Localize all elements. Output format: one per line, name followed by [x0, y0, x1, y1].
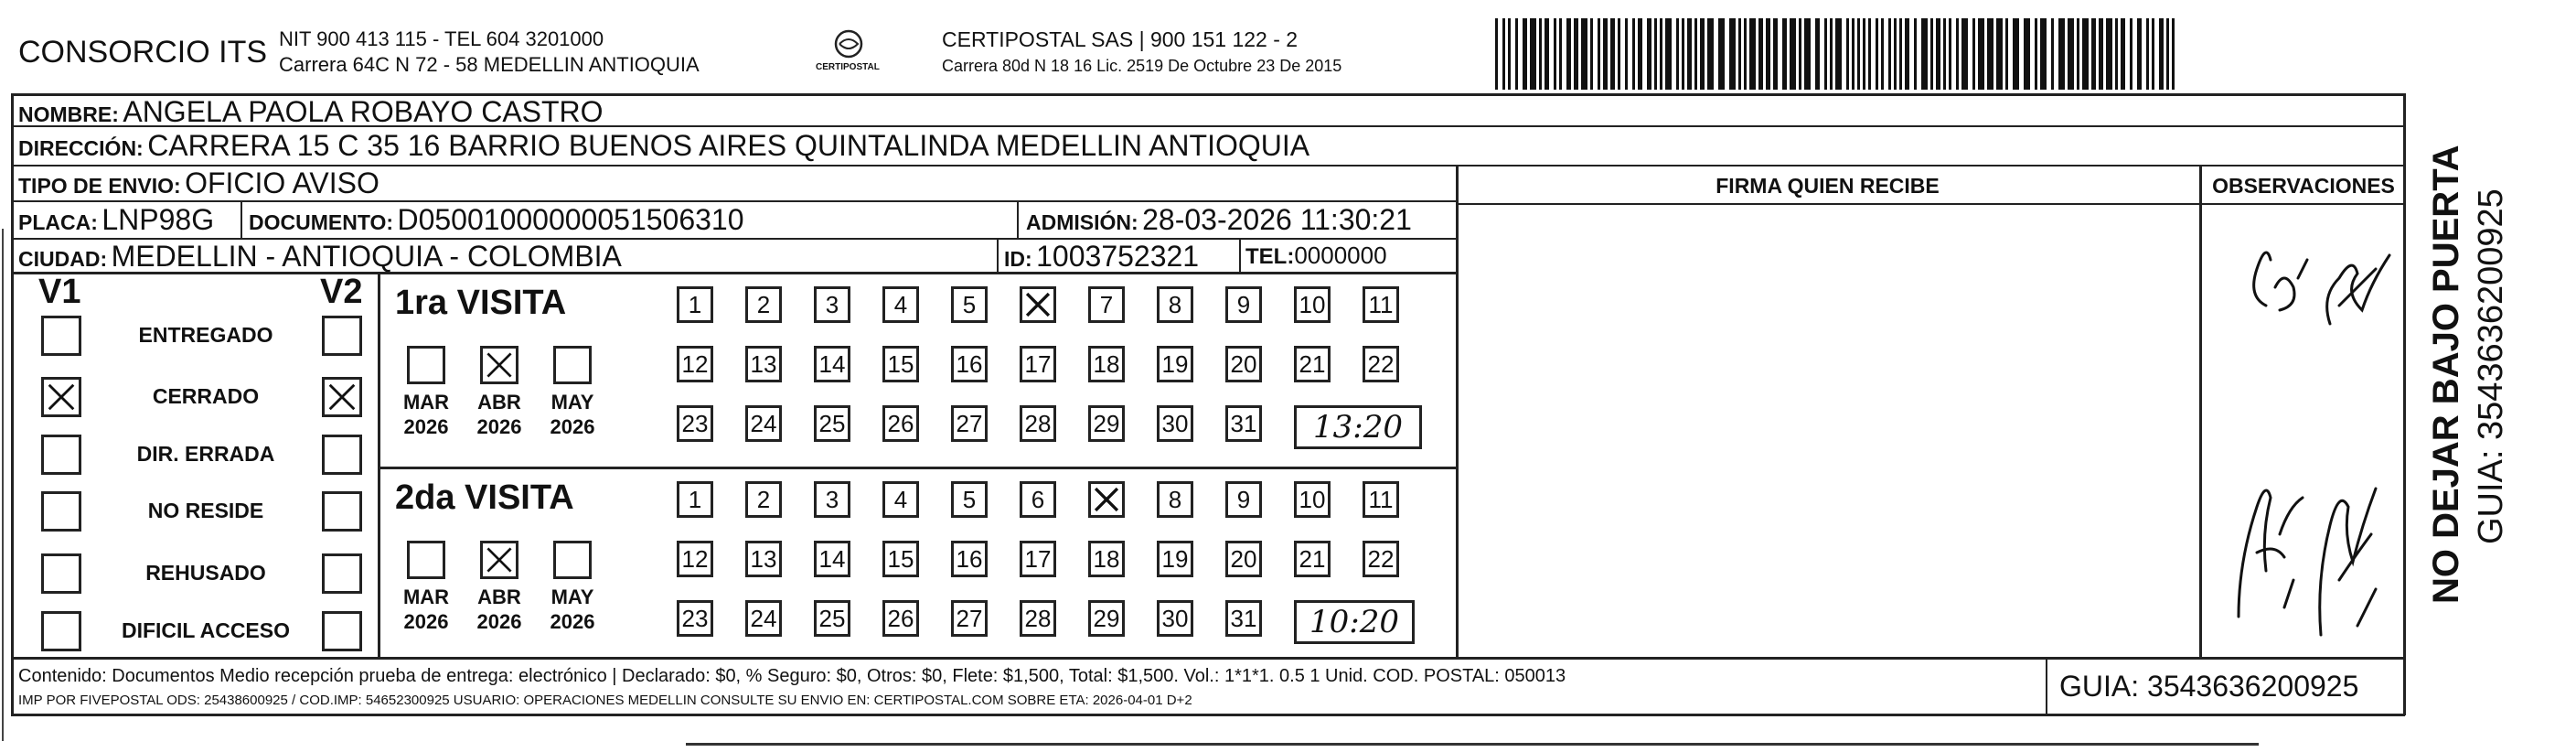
admision-label: ADMISIÓN:: [1026, 210, 1138, 234]
side-guia: GUIA: 3543636200925: [2472, 188, 2510, 544]
day-box[interactable]: 28: [1020, 405, 1056, 442]
side-warning: NO DEJAR BAJO PUERTA: [2426, 145, 2466, 604]
day-box[interactable]: 8: [1157, 481, 1193, 518]
day-box[interactable]: 18: [1088, 541, 1125, 577]
month-label: MAR 2026: [402, 391, 450, 438]
nombre-value: ANGELA PAOLA ROBAYO CASTRO: [123, 95, 604, 128]
v1-checkbox[interactable]: [41, 435, 81, 475]
signature-area[interactable]: [1459, 205, 2198, 657]
day-box[interactable]: 1: [677, 286, 713, 323]
day-box[interactable]: 14: [814, 541, 850, 577]
day-box[interactable]: 6: [1020, 481, 1056, 518]
day-box[interactable]: 23: [677, 600, 713, 637]
day-box[interactable]: 11: [1363, 481, 1399, 518]
ciudad-label: CIUDAD:: [18, 247, 108, 271]
status-option-label: REHUSADO: [145, 561, 266, 585]
day-box[interactable]: 22: [1363, 541, 1399, 577]
documento-value: D05001000000051506310: [397, 203, 744, 236]
v2-checkbox[interactable]: [322, 435, 362, 475]
day-box[interactable]: 27: [951, 405, 988, 442]
tel-label: TEL:: [1245, 244, 1295, 269]
company-nit: NIT 900 413 115 - TEL 604 3201000: [279, 27, 604, 50]
footer-content: Contenido: Documentos Medio recepción prueba de entrega: electrónico | Declarado: $0, % Seguro: $0, Otros: $0, Flete: $1,500, Total: $1,500. Vol.: 1*1*1. 0.5 1 Unid. COD. POSTAL: 050013: [18, 666, 1566, 686]
tel-value: 0000000: [1294, 242, 1387, 269]
day-box[interactable]: 31: [1225, 405, 1262, 442]
id-label: ID:: [1004, 247, 1032, 271]
month-label: MAY 2026: [550, 391, 595, 438]
visit-title: 1ra VISITA: [395, 284, 567, 322]
day-box[interactable]: [1020, 286, 1056, 323]
v2-checkbox[interactable]: [322, 611, 362, 651]
v2-checkbox[interactable]: [322, 316, 362, 356]
documento-label: DOCUMENTO:: [249, 210, 394, 234]
day-box[interactable]: 5: [951, 481, 988, 518]
day-box[interactable]: 29: [1088, 600, 1125, 637]
day-box[interactable]: 22: [1363, 346, 1399, 382]
day-box[interactable]: 20: [1225, 346, 1262, 382]
day-box[interactable]: 24: [745, 600, 782, 637]
status-option-label: ENTREGADO: [138, 323, 273, 347]
day-box[interactable]: 26: [882, 600, 919, 637]
documento-row: [249, 203, 744, 237]
month-checkbox[interactable]: [407, 346, 445, 384]
company-name: CONSORCIO ITS: [18, 35, 268, 70]
v2-checkbox[interactable]: [322, 491, 362, 532]
day-box[interactable]: 31: [1225, 600, 1262, 637]
status-option-label: DIR. ERRADA: [136, 442, 275, 466]
courier-info: CERTIPOSTAL SAS | 900 151 122 - 2: [942, 27, 1299, 51]
day-box[interactable]: 16: [951, 346, 988, 382]
day-box[interactable]: 10: [1294, 286, 1331, 323]
day-box[interactable]: 9: [1225, 286, 1262, 323]
day-box[interactable]: 21: [1294, 541, 1331, 577]
day-box[interactable]: 19: [1157, 541, 1193, 577]
company-address: Carrera 64C N 72 - 58 MEDELLIN ANTIOQUIA: [279, 53, 700, 76]
v2-label: V2: [320, 273, 363, 311]
day-box[interactable]: 28: [1020, 600, 1056, 637]
nombre-row: [18, 95, 604, 129]
v1-checkbox[interactable]: [41, 316, 81, 356]
day-box[interactable]: 15: [882, 541, 919, 577]
day-box[interactable]: 21: [1294, 346, 1331, 382]
direccion-row: [18, 129, 1309, 163]
month-label: MAY 2026: [550, 585, 595, 633]
day-box[interactable]: 24: [745, 405, 782, 442]
day-box[interactable]: 30: [1157, 405, 1193, 442]
day-box[interactable]: 30: [1157, 600, 1193, 637]
id-value: 1003752321: [1036, 240, 1200, 273]
day-box[interactable]: 2: [745, 286, 782, 323]
day-box[interactable]: 10: [1294, 481, 1331, 518]
day-box[interactable]: 9: [1225, 481, 1262, 518]
month-label: ABR 2026: [476, 585, 522, 633]
v1-checkbox[interactable]: [41, 553, 81, 594]
day-box[interactable]: 2: [745, 481, 782, 518]
visit-title: 2da VISITA: [395, 478, 574, 517]
day-box[interactable]: 11: [1363, 286, 1399, 323]
month-checkbox[interactable]: [407, 541, 445, 579]
day-box[interactable]: 12: [677, 541, 713, 577]
day-box[interactable]: 8: [1157, 286, 1193, 323]
day-box[interactable]: 18: [1088, 346, 1125, 382]
day-box[interactable]: [1088, 481, 1125, 518]
day-box[interactable]: 13: [745, 541, 782, 577]
day-box[interactable]: 4: [882, 286, 919, 323]
nombre-label: NOMBRE:: [18, 102, 119, 126]
direccion-label: DIRECCIÓN:: [18, 136, 144, 160]
month-checkbox[interactable]: [480, 346, 518, 384]
month-label: ABR 2026: [476, 391, 522, 438]
handwritten-observations: [2202, 205, 2403, 657]
day-box[interactable]: 17: [1020, 541, 1056, 577]
admision-row: [1026, 203, 1412, 237]
courier-license: Carrera 80d N 18 16 Lic. 2519 De Octubre 23 De 2015: [942, 57, 1342, 75]
month-label: MAR 2026: [402, 585, 450, 633]
month-checkbox[interactable]: [480, 541, 518, 579]
footer-imp: IMP POR FIVEPOSTAL ODS: 25438600925 / COD.IMP: 54652300925 USUARIO: OPERACIONES MEDELLIN CONSULTE SU ENVIO EN: CERTIPOSTAL.COM SOBRE ETA: 2026-04-01 D+2: [18, 693, 1192, 708]
day-box[interactable]: 4: [882, 481, 919, 518]
day-box[interactable]: 15: [882, 346, 919, 382]
day-box[interactable]: 5: [951, 286, 988, 323]
status-option-label: CERRADO: [152, 384, 260, 408]
day-box[interactable]: 20: [1225, 541, 1262, 577]
time-box[interactable]: 13:20: [1294, 405, 1422, 449]
day-box[interactable]: 19: [1157, 346, 1193, 382]
day-box[interactable]: 7: [1088, 286, 1125, 323]
tipo-row: [18, 167, 379, 200]
day-box[interactable]: 25: [814, 405, 850, 442]
status-option-label: NO RESIDE: [147, 499, 264, 522]
ciudad-row: [18, 240, 622, 274]
v2-checkbox[interactable]: [322, 377, 362, 417]
status-option-label: DIFICIL ACCESO: [121, 618, 290, 642]
day-box[interactable]: 29: [1088, 405, 1125, 442]
v2-checkbox[interactable]: [322, 553, 362, 594]
firma-label: FIRMA QUIEN RECIBE: [1716, 174, 1940, 198]
logo-text: CERTIPOSTAL: [816, 62, 880, 72]
day-box[interactable]: 26: [882, 405, 919, 442]
ciudad-value: MEDELLIN - ANTIOQUIA - COLOMBIA: [111, 240, 622, 273]
placa-value: LNP98G: [102, 203, 215, 236]
admision-value: 28-03-2026 11:30:21: [1142, 203, 1412, 236]
day-box[interactable]: 17: [1020, 346, 1056, 382]
certipostal-logo: [812, 27, 885, 79]
id-row: [1004, 240, 1199, 274]
v1-checkbox[interactable]: [41, 491, 81, 532]
observaciones-label: OBSERVACIONES: [2212, 174, 2395, 198]
tel-row: [1245, 242, 1387, 270]
v1-label: V1: [38, 273, 81, 311]
tipo-label: TIPO DE ENVIO:: [18, 174, 181, 198]
month-checkbox[interactable]: [553, 346, 592, 384]
day-box[interactable]: 3: [814, 286, 850, 323]
day-box[interactable]: 23: [677, 405, 713, 442]
footer-guia: GUIA: 3543636200925: [2059, 670, 2359, 703]
month-checkbox[interactable]: [553, 541, 592, 579]
v1-checkbox[interactable]: [41, 377, 81, 417]
day-box[interactable]: 25: [814, 600, 850, 637]
placa-row: [18, 203, 214, 237]
day-box[interactable]: 13: [745, 346, 782, 382]
barcode: [1495, 18, 2181, 90]
observaciones-area[interactable]: [2202, 205, 2403, 657]
day-box[interactable]: 3: [814, 481, 850, 518]
tipo-value: OFICIO AVISO: [185, 167, 379, 199]
day-box[interactable]: 27: [951, 600, 988, 637]
direccion-value: CARRERA 15 C 35 16 BARRIO BUENOS AIRES QUINTALINDA MEDELLIN ANTIOQUIA: [147, 129, 1310, 162]
day-box[interactable]: 12: [677, 346, 713, 382]
day-box[interactable]: 1: [677, 481, 713, 518]
day-box[interactable]: 14: [814, 346, 850, 382]
day-box[interactable]: 16: [951, 541, 988, 577]
time-box[interactable]: 10:20: [1294, 600, 1415, 644]
v1-checkbox[interactable]: [41, 611, 81, 651]
placa-label: PLACA:: [18, 210, 98, 234]
